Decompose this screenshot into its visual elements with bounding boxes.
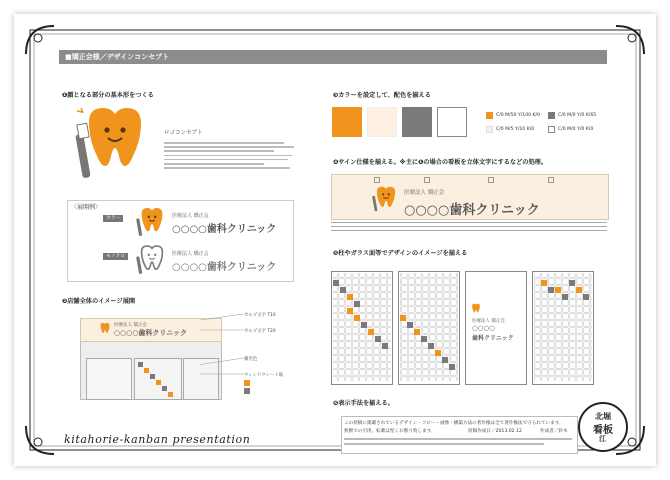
example-clinic-mono: ○○○○歯科クリニック xyxy=(172,262,277,273)
logo-concept-label: ロゴコンセプト xyxy=(164,130,203,136)
kitahorie-seal xyxy=(578,402,628,452)
seal-text-2: 看板 xyxy=(593,425,613,436)
callout-2: カルプ文字 T20 xyxy=(244,329,276,334)
footer-address-2 xyxy=(344,443,544,445)
sign-line-2 xyxy=(331,226,607,227)
footer-address-1 xyxy=(344,438,572,440)
swatch-cream xyxy=(367,107,397,137)
pillar-logo-icon xyxy=(470,303,482,315)
sign-bracket-1 xyxy=(374,177,380,183)
example-label: 〈展開例〉 xyxy=(71,204,102,211)
example-clinic-color: ○○○○歯科クリニック xyxy=(172,224,277,235)
storefront-clinic: ○○○○歯科クリニック xyxy=(114,329,188,337)
section6-heading: ❻表示手法を揃える。 xyxy=(333,400,394,407)
footer-author: 作成者／鈴木 xyxy=(540,429,568,434)
seal-text-3: 江 xyxy=(599,435,606,443)
legend-cream xyxy=(486,126,493,133)
footer-date: 原稿作成日／2013.02.12 xyxy=(468,429,522,434)
page-title-bar: ■矯正会様／デザインコンセプト xyxy=(59,50,607,64)
section3-heading: ❸カラーを設定して、配色を揃える xyxy=(333,92,431,99)
callout-4: ウィンドウシート貼 xyxy=(244,373,284,378)
window-pattern xyxy=(134,358,180,398)
pillar-name: ○○○○ xyxy=(472,324,495,332)
pillar-name2: 歯科クリニック xyxy=(472,335,514,342)
legend-gray xyxy=(548,112,555,119)
sign-bracket-3 xyxy=(488,177,494,183)
color-tag: カラー xyxy=(103,215,123,222)
logo-concept-text xyxy=(164,142,294,171)
storefront-door xyxy=(86,358,132,400)
swatch-gray xyxy=(402,107,432,137)
legend-white xyxy=(548,126,555,133)
section5-heading: ❺柱やガラス面等でデザインのイメージを揃える xyxy=(333,250,468,257)
sign-corp: 医療法人 矯正会 xyxy=(404,190,445,196)
tooth-logo-large xyxy=(75,104,155,182)
storefront-corp: 医療法人 矯正会 xyxy=(114,323,147,328)
callout-1: カルプ文字 T10 xyxy=(244,313,276,318)
mono-tag: モノクロ xyxy=(103,253,128,260)
section1-heading: ❶顔となる部分の基本形をつくる xyxy=(62,92,154,99)
example-corp-color: 医療法人 矯正会 xyxy=(172,213,209,219)
pillar-patterns xyxy=(331,271,593,385)
swatch-white xyxy=(437,107,467,137)
swatch-orange xyxy=(332,107,362,137)
footer-line1: この原稿に掲載されているデザイン・コピー・画像・構築方法の著作権は全て著作権法で守られています。 xyxy=(344,421,564,426)
sign-clinic: ○○○○歯科クリニック xyxy=(404,203,540,218)
sign-line-3 xyxy=(331,230,607,231)
tooth-logo-mono xyxy=(136,244,168,276)
legend-gray-text: C/0 M/0 Y/0 K/65 xyxy=(558,113,597,118)
legend-orange-text: C/0 M/50 Y/100 K/0 xyxy=(496,113,541,118)
tooth-logo-color xyxy=(136,206,168,238)
legend-cream-text: C/0 M/5 Y/10 K/0 xyxy=(496,127,535,132)
seal-text-1: 北堀 xyxy=(595,412,611,421)
sign-logo-icon xyxy=(372,185,400,213)
storefront-logo-icon xyxy=(98,322,112,336)
sign-bracket-2 xyxy=(424,177,430,183)
callout-lines xyxy=(200,310,246,390)
section4-heading: ❹サイン仕様を揃える。※主に❶の場合の看板を立体文字にするなどの処理。 xyxy=(333,159,548,166)
legend-white-text: C/0 M/0 Y/0 K/0 xyxy=(558,127,594,132)
section2-heading: ❷店舗全体のイメージ展開 xyxy=(62,298,136,305)
legend-orange xyxy=(486,112,493,119)
example-corp-mono: 医療法人 矯正会 xyxy=(172,251,209,257)
pillar-corp: 医療法人 矯正会 xyxy=(472,319,505,324)
footer-line2: 無断での引用、転載は堅くお断り致します。 xyxy=(344,429,436,434)
presentation-script-title: kitahorie-kanban presentation xyxy=(64,433,251,446)
sign-line-1 xyxy=(331,222,607,223)
callout-3: 蓄光色 xyxy=(244,357,258,362)
sign-bracket-4 xyxy=(548,177,554,183)
